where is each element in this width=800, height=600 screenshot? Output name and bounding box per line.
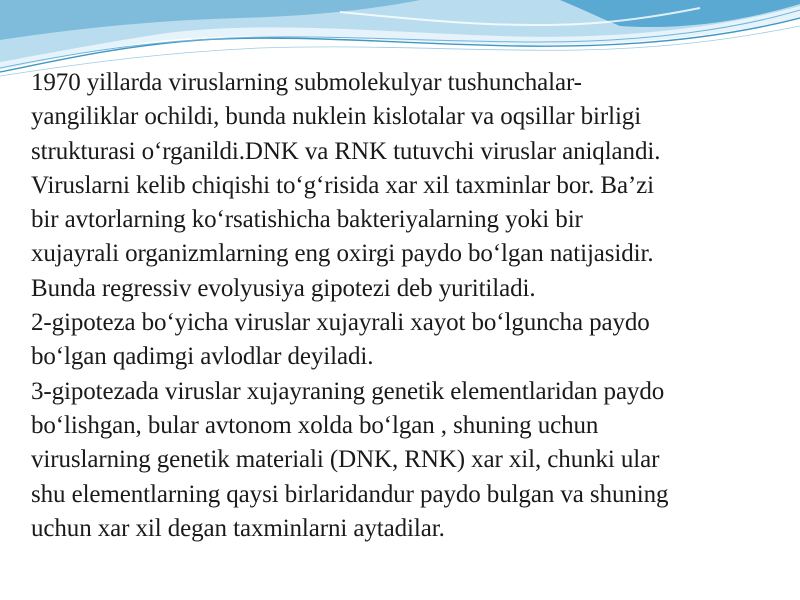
text-line: xujayrali organizmlarning eng oxirgi paydo bo‘lgan natijasidir. bbox=[31, 240, 654, 268]
text-line: Viruslarni kelib chiqishi to‘g‘risida xar xil taxminlar bor. Ba’zi bbox=[31, 171, 655, 199]
text-line: uchun xar xil degan taxminlarni aytadilar. bbox=[31, 514, 445, 542]
text-line: bo‘lishgan, bular avtonom xolda bo‘lgan , shuning uchun bbox=[31, 411, 599, 439]
text-line: 1970 yillarda viruslarning submolekulyar tushunchalar- bbox=[31, 69, 582, 96]
text-line: strukturasi o‘rganildi.DNK va RNK tutuvchi viruslar aniqlandi. bbox=[31, 137, 661, 165]
text-line: viruslarning genetik materiali (DNK, RNK) xar xil, chunki ular bbox=[31, 446, 660, 474]
text-line: bir avtorlarning ko‘rsatishicha bakteriyalarning yoki bir bbox=[31, 206, 583, 234]
text-line: 3-gipotezada viruslar xujayraning genetik elementlaridan paydo bbox=[31, 377, 665, 405]
text-line: yangiliklar ochildi, bunda nuklein kislotalar va oqsillar birligi bbox=[31, 103, 642, 131]
text-line: bo‘lgan qadimgi avlodlar deyiladi. bbox=[31, 343, 374, 371]
text-line: shu elementlarning qaysi birlaridandur paydo bulgan va shuning bbox=[31, 480, 669, 508]
slide-body-text bbox=[31, 66, 791, 546]
text-line: 2-gipoteza bo‘yicha viruslar xujayrali xayot bo‘lguncha paydo bbox=[31, 309, 650, 337]
text-line: Bunda regressiv evolyusiya gipotezi deb yuritiladi. bbox=[31, 274, 536, 302]
